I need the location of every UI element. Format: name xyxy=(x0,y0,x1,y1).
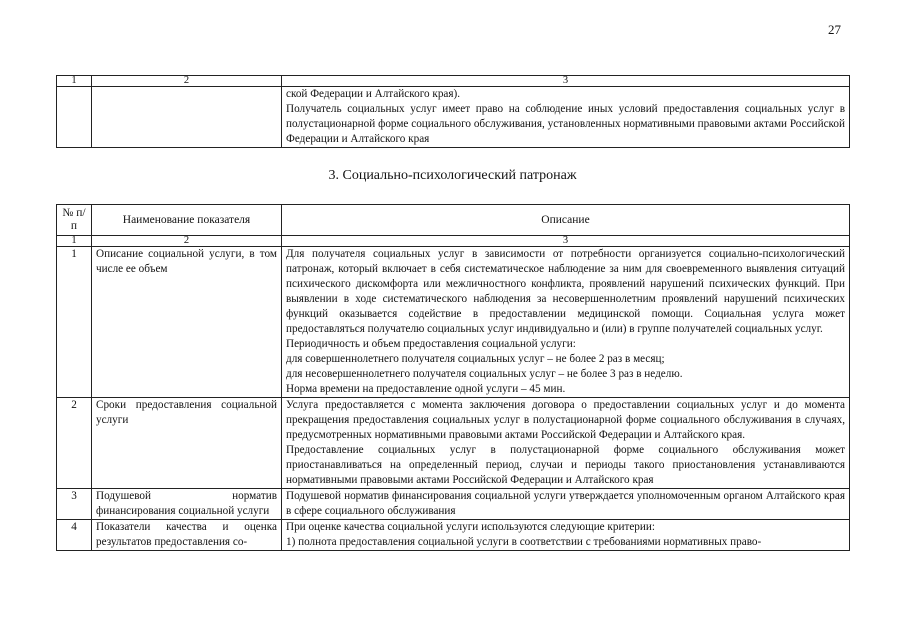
table-row xyxy=(57,489,850,520)
text-line: ской Федерации и Алтайского края). xyxy=(286,88,461,100)
text-paragraph: Подушевой норматив финансирования социальной услуги утверждается уполномоченным органом Алтайского края в сфере социального обслуживания xyxy=(286,490,845,517)
col-number: 1 xyxy=(57,76,92,87)
text-paragraph: Для получателя социальных услуг в зависимости от потребности организуется социально-психологический патронаж, который включает в себя систематическое наблюдение за ним для своевременного выявления ситуаций психического дискомфорта или межличностного конфликта, проявлений нарушений психических функций. При выявлении в ходе систематического наблюдения за несовершеннолетним проявлений нарушений психических функций оказывается содействие в предоставлении медицинской помощи. Социальная услуга может предоставляться получателю социальных услуг индивидуально и (или) в группе получателей социальных услуг. xyxy=(286,248,845,335)
col-number: 2 xyxy=(92,236,282,247)
header-description: Описание xyxy=(282,205,850,236)
indicator-name: Описание социальной услуги, в том числе ее объем xyxy=(92,247,282,398)
indicator-name: Сроки предоставления социальной услуги xyxy=(92,398,282,489)
row-number: 4 xyxy=(57,520,92,551)
description-cell xyxy=(282,398,850,489)
text-paragraph: Услуга предоставляется с момента заключения договора о предоставлении социальных услуг и до момента прекращения предоставления социальных услуг в полустационарной форме социального обслуживания в случаях, предусмотренных нормативными правовыми актами Российской Федерации и Алтайского края. xyxy=(286,399,845,441)
table-row xyxy=(57,87,850,148)
continuation-table xyxy=(56,75,850,148)
col-number: 3 xyxy=(282,76,850,87)
table-row xyxy=(57,398,850,489)
service-table xyxy=(56,204,850,551)
column-number-row xyxy=(57,76,850,87)
table-row xyxy=(57,247,850,398)
indicator-name: Подушевой норматив финансирования социальной услуги xyxy=(92,489,282,520)
header-number: № п/п xyxy=(57,205,92,236)
description-cell xyxy=(282,489,850,520)
col-number: 3 xyxy=(282,236,850,247)
section-title: 3. Социально-психологический патронаж xyxy=(328,168,577,183)
indicator-name: Показатели качества и оценка результатов предоставления со- xyxy=(92,520,282,551)
column-number-row xyxy=(57,236,850,247)
col-number: 1 xyxy=(57,236,92,247)
header-name: Наименование показателя xyxy=(92,205,282,236)
description-cell xyxy=(282,520,850,551)
text-paragraph: Периодичность и объем предоставления социальной услуги: xyxy=(286,338,576,350)
text-paragraph: для совершеннолетнего получателя социальных услуг – не более 2 раз в месяц; xyxy=(286,353,665,365)
text-paragraph: для несовершеннолетнего получателя социальных услуг – не более 3 раз в неделю. xyxy=(286,368,683,380)
text-line: Получатель социальных услуг имеет право на соблюдение иных условий предоставления социальных услуг в полустационарной форме социального обслуживания, установленных нормативными правовыми актами Российской Федерации и Алтайского края xyxy=(286,103,845,145)
text-paragraph: 1) полнота предоставления социальной услуги в соответствии с требованиями нормативных право- xyxy=(286,536,762,548)
row-number: 1 xyxy=(57,247,92,398)
description-cell xyxy=(282,87,850,148)
text-paragraph: При оценке качества социальной услуги используются следующие критерии: xyxy=(286,521,655,533)
row-number: 3 xyxy=(57,489,92,520)
header-row xyxy=(57,205,850,236)
row-number: 2 xyxy=(57,398,92,489)
description-cell xyxy=(282,247,850,398)
col-number: 2 xyxy=(92,76,282,87)
table-row xyxy=(57,520,850,551)
text-paragraph: Предоставление социальных услуг в полустационарной форме социального обслуживания может приостанавливаться на определенный период, случаи и периоды такого приостановления устанавливаются нормативными правовыми актами Российской Федерации и Алтайского края xyxy=(286,444,845,486)
page-number: 27 xyxy=(828,22,841,37)
text-paragraph: Норма времени на предоставление одной услуги – 45 мин. xyxy=(286,383,566,395)
